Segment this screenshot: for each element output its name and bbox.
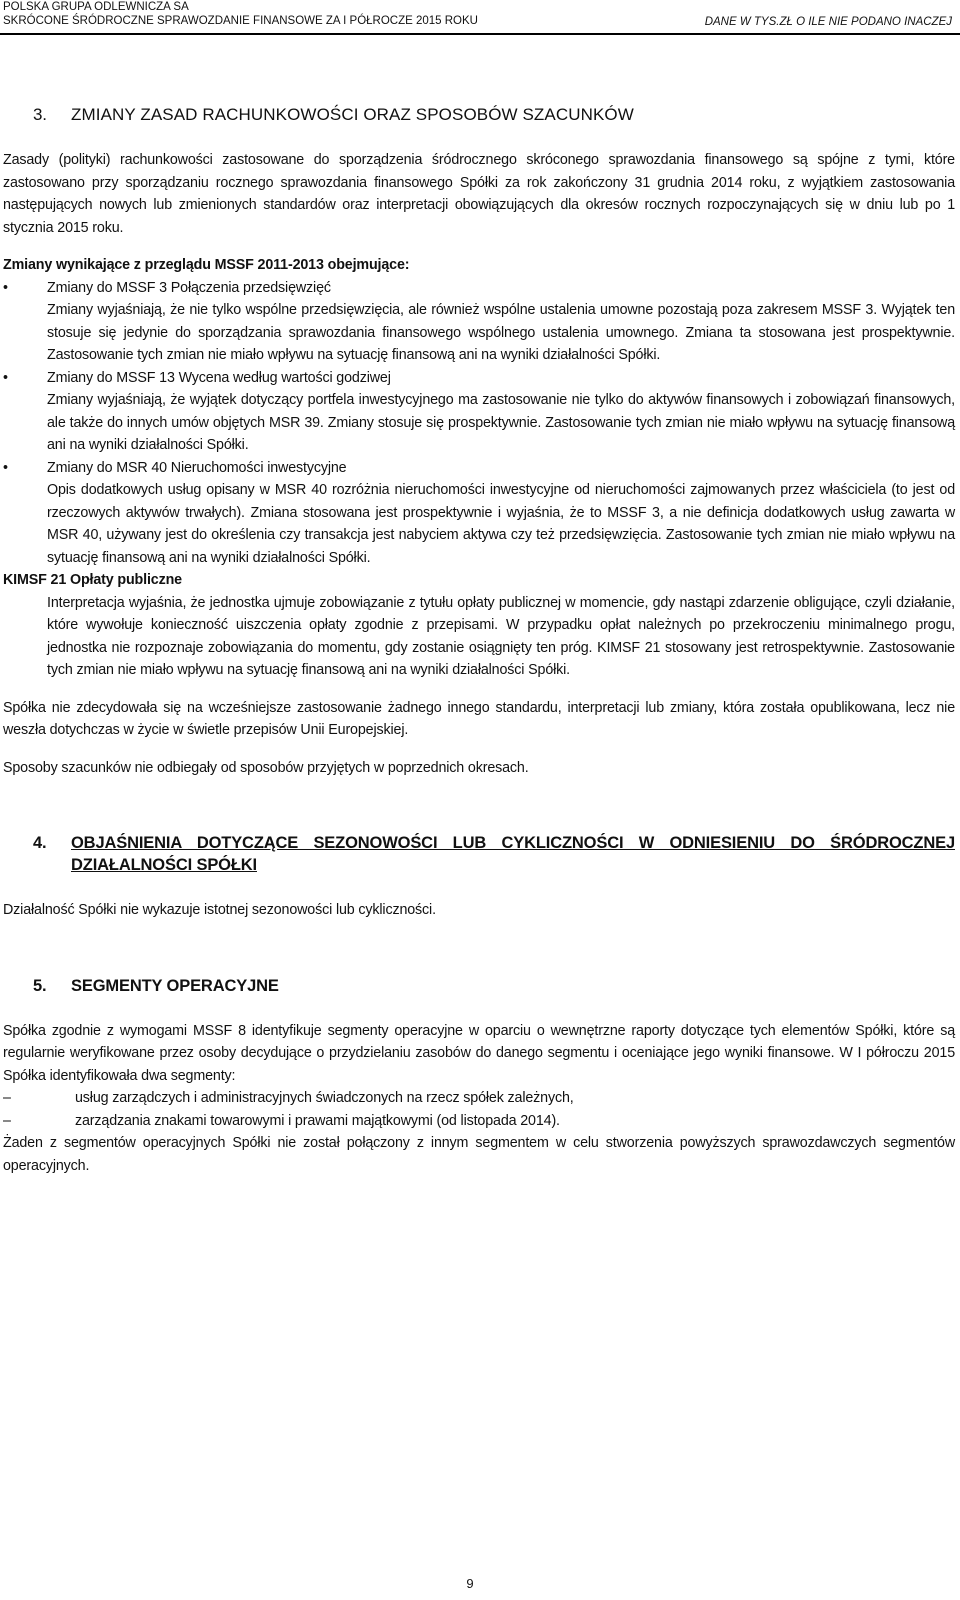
section-4-number: 4. xyxy=(33,834,47,852)
header-divider xyxy=(0,33,960,35)
change-body: Zmiany wyjaśniają, że wyjątek dotyczący portfela inwestycyjnego ma zastosowanie nie tylko do aktywów finansowych i zobowiązań finansowych, ale także do innych umów objętych MSR 39. Zmiany stosuje się prospektywnie. Zastosowanie tych zmian nie miało wpływu na sytuację finansową ani na wyniki działalności Spółki. xyxy=(47,392,955,453)
segment-item: zarządzania znakami towarowymi i prawami majątkowymi (od listopada 2014). xyxy=(75,1112,560,1129)
segment-item: usług zarządczych i administracyjnych świadczonych na rzecz spółek zależnych, xyxy=(75,1090,574,1106)
section-3-intro: Zasady (polityki) rachunkowości zastosowane do sporządzenia śródrocznego skróconego sprawozdania finansowego są spójne z tymi, które zastosowano przy sporządzaniu rocznego sprawozdania finansowego Spółki za rok zakończony 31 grudnia 2014 roku, z wyjątkiem zastosowania następujących nowych lub zmienionych standardów oraz interpretacji obowiązujących dla okresów rocznych rozpoczynających się w dniu lub po 1 stycznia 2015 roku. xyxy=(3,152,955,236)
change-title: Zmiany do MSSF 3 Połączenia przedsięwzięć xyxy=(47,279,331,296)
section-5-heading xyxy=(3,975,955,997)
section-5-number: 5. xyxy=(33,976,47,995)
list-item xyxy=(3,367,955,457)
section-4-title: OBJAŚNIENIA DOTYCZĄCE SEZONOWOŚCI LUB CYKLICZNOŚCI W ODNIESIENIU DO ŚRÓDROCZNEJ DZIAŁALNOŚCI SPÓŁKI xyxy=(71,834,955,874)
bullet-icon: • xyxy=(3,369,8,386)
change-title: Zmiany do MSSF 13 Wycena według wartości godziwej xyxy=(47,369,391,386)
change-title: Zmiany do MSR 40 Nieruchomości inwestycyjne xyxy=(47,459,347,476)
units-note: DANE W TYS.ZŁ O ILE NIE PODANO INACZEJ xyxy=(704,16,952,28)
section-4-body: Działalność Spółki nie wykazuje istotnej sezonowości lub cykliczności. xyxy=(3,902,436,918)
segments-list xyxy=(3,1087,955,1132)
page-number: 9 xyxy=(466,1576,474,1591)
section-5-body: Spółka zgodnie z wymogami MSSF 8 identyfikuje segmenty operacyjne w oparciu o wewnętrzne raporty dotyczące tych elementów Spółki, które są regularnie weryfikowane przez osoby decydujące o przydzielaniu zasobów do danego segmentu i oceniające jego wyniki finansowe. W I półroczu 2015 Spółka identyfikowała dwa segmenty: xyxy=(3,1022,955,1084)
changes-list xyxy=(3,277,955,570)
list-item xyxy=(3,1110,955,1133)
dash-icon: – xyxy=(3,1090,11,1106)
report-title: SKRÓCONE ŚRÓDROCZNE SPRAWOZDANIE FINANSOWE ZA I PÓŁROCZE 2015 ROKU xyxy=(3,15,478,27)
bullet-icon: • xyxy=(3,279,8,296)
kimsf-body: Interpretacja wyjaśnia, że jednostka ujmuje zobowiązanie z tytułu opłaty publicznej w momencie, gdy nastąpi zdarzenie obligujące, czyli działanie, które wywołuje konieczność uiszczenia opłaty zgodnie z przepisami. W przypadku opłat należnych po przekroczeniu minimalnego progu, jednostka nie rozpoznaje zobowiązania do momentu, gdy zostanie osiągnięty ten próg. KIMSF 21 stosowany jest retrospektywnie. Zastosowanie tych zmian nie miało wpływu na sytuację finansową ani na wyniki działalności Spółki. xyxy=(47,594,955,678)
section-3-heading xyxy=(3,104,955,126)
section-5-title: SEGMENTY OPERACYJNE xyxy=(71,976,279,995)
section-3-number: 3. xyxy=(33,105,47,124)
section-3-title: ZMIANY ZASAD RACHUNKOWOŚCI ORAZ SPOSOBÓW SZACUNKÓW xyxy=(71,105,634,124)
section-5-closing: Żaden z segmentów operacyjnych Spółki nie został połączony z innym segmentem w celu stworzenia powyższych sprawozdawczych segmentów operacyjnych. xyxy=(3,1135,955,1174)
list-item xyxy=(3,277,955,367)
document-body xyxy=(3,104,955,1177)
section-4-heading xyxy=(3,832,955,876)
change-body: Zmiany wyjaśniają, że nie tylko wspólne przedsięwzięcia, ale również wspólne ustalenia umowne pozostają poza zakresem MSSF 3. Wyjątek ten stosuje się jedynie do sporządzania sprawozdania finansowego wspólnego ustalenia umownego. Zmiana ta stosowana jest prospektywnie. Zastosowanie tych zmian nie miało wpływu na sytuację finansową ani na wyniki działalności Spółki. xyxy=(47,302,955,363)
bullet-icon: • xyxy=(3,459,8,476)
kimsf-heading: KIMSF 21 Opłaty publiczne xyxy=(3,572,182,588)
company-name: POLSKA GRUPA ODLEWNICZA SA xyxy=(3,1,189,13)
change-body: Opis dodatkowych usług opisany w MSR 40 rozróżnia nieruchomości inwestycyjne od nieruchomości zajmowanych przez właściciela (to jest od rzeczowych aktywów trwałych). Zmiana stosowana jest prospektywnie i wyjaśnia, że to MSSF 3, a nie definicja dodatkowych usług zawarta w MSR 40, używany jest do określenia czy transakcja jest nabyciem aktywa czy też przedsięwzięcia. Zastosowanie tych zmian nie miało wpływu na sytuację finansową ani na wyniki działalności Spółki. xyxy=(47,482,955,566)
changes-heading: Zmiany wynikające z przeglądu MSSF 2011-2013 obejmujące: xyxy=(3,257,410,273)
dash-icon: – xyxy=(3,1112,11,1129)
list-item xyxy=(3,1087,955,1110)
estimates-paragraph: Sposoby szacunków nie odbiegały od sposobów przyjętych w poprzednich okresach. xyxy=(3,759,529,776)
list-item xyxy=(3,457,955,570)
early-adoption-paragraph: Spółka nie zdecydowała się na wcześniejsze zastosowanie żadnego innego standardu, interpretacji lub zmiany, która została opublikowana, lecz nie weszła dotychczas w życie w świetle przepisów Unii Europejskiej. xyxy=(3,699,955,738)
